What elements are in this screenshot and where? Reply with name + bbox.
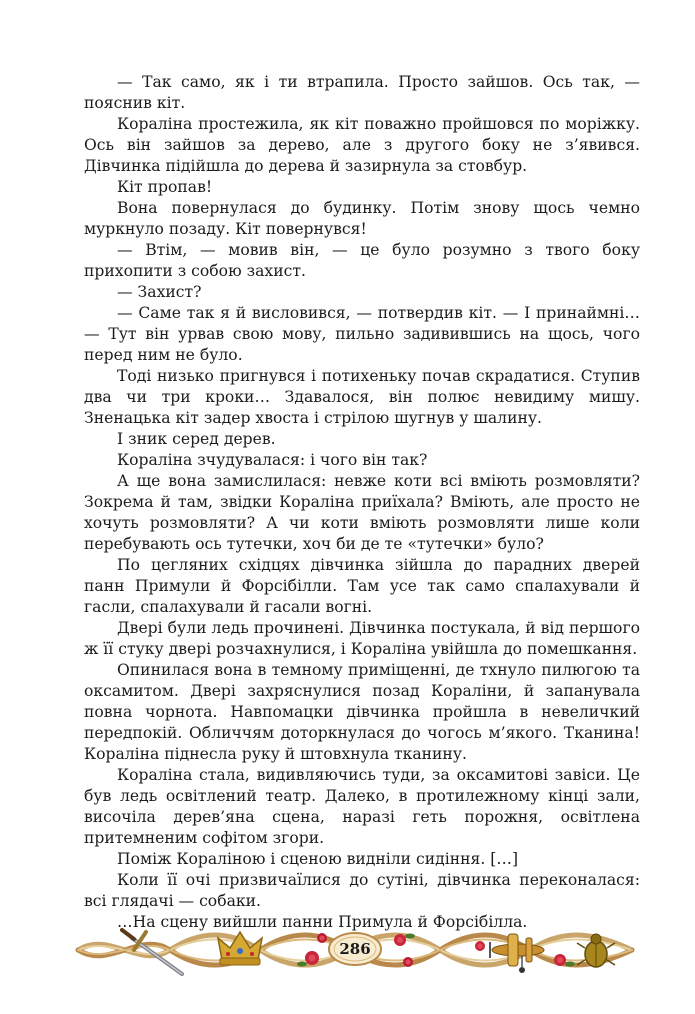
paragraph: Опинилася вона в темному приміщенні, де тхнуло пилюгою та оксамитом. Двері захряснулися позад Кораліни, й запанувала повна чорнота. Навпомацки дівчинка пройшла в невеличкий передпокій. Обличчям доторкнулася до чогось м’якого. Тканина! Кораліна піднесла руку й штовхнула тканину. [84,661,640,763]
rose-icon [317,933,327,943]
paragraph: — Так само, як і ти втрапила. Просто зайшов. Ось так, — пояснив кіт. [84,73,640,112]
paragraph: — Захист? [117,283,202,301]
paragraph: Кораліна стала, видивляючись туди, за оксамитові завіси. Це був ледь освітлений театр. Далеко, в протилежному кінці зали, височіла дерев’яна сцена, наразі геть порожня, освітлена притемненим софітом згори. [84,766,640,847]
paragraph: А ще вона замислилася: невже коти всі вміють розмовляти? Зокрема й там, звідки Кораліна приїхала? Вміють, але просто не хочуть розмовляти? А чи коти вміють розмовляти лише коли перебувають ось тутечки, хоч би де те «тутечки» було? [84,472,640,553]
paragraph: Тоді низько пригнувся і потихеньку почав скрадатися. Ступив два чи три кроки… Здавалося, він полює невидиму мишу. Зненацька кіт задер хвоста і стрілою шугнув у шалину. [84,367,640,427]
paragraph: Коли її очі призвичаїлися до сутіні, дівчинка переконалася: всі глядачі — собаки. [84,871,640,910]
rose-icon [403,957,413,967]
paragraph: Кораліна простежила, як кіт поважно пройшовся по моріжку. Ось він зайшов за дерево, але з другого боку не з’явився. Дівчинка підійшла до дерева й зазирнула за стовбур. [84,115,640,175]
paragraph: Вона повернулася до будинку. Потім знову щось чемно муркнуло позаду. Кіт повернувся! [84,199,640,238]
paragraph: — Саме так я й висловився, — потвердив кіт. — І принаймні… — Тут він урвав свою мову, пильно задивившись на щось, чого перед ним не було. [84,304,640,364]
paragraph: Кораліна зчудувалася: і чого він так? [117,451,428,469]
paragraph: — Втім, — мовив він, — це було розумно з твого боку прихопити з собою захист. [84,241,640,280]
paragraph: Кіт пропав! [117,178,213,196]
body-text [84,72,640,933]
decorative-footer-border [70,916,640,986]
page-number: 286 [339,940,371,958]
rose-icon [475,941,485,951]
paragraph: Поміж Кораліною і сценою видніли сидіння. […] [117,850,519,868]
paragraph: Двері були ледь прочинені. Дівчинка постукала, й від першого ж її стуку двері розчахнулися, і Кораліна увійшла до помешкання. [84,619,640,658]
paragraph: …На сцену вийшли панни Примула й Форсібілла. [117,913,528,931]
paragraph: По цегляних східцях дівчинка зійшла до парадних дверей панн Примули й Форсібілли. Там усе так само спалахували й гасли, спалахували й гасали вогні. [84,556,640,616]
paragraph: І зник серед дерев. [117,430,276,448]
